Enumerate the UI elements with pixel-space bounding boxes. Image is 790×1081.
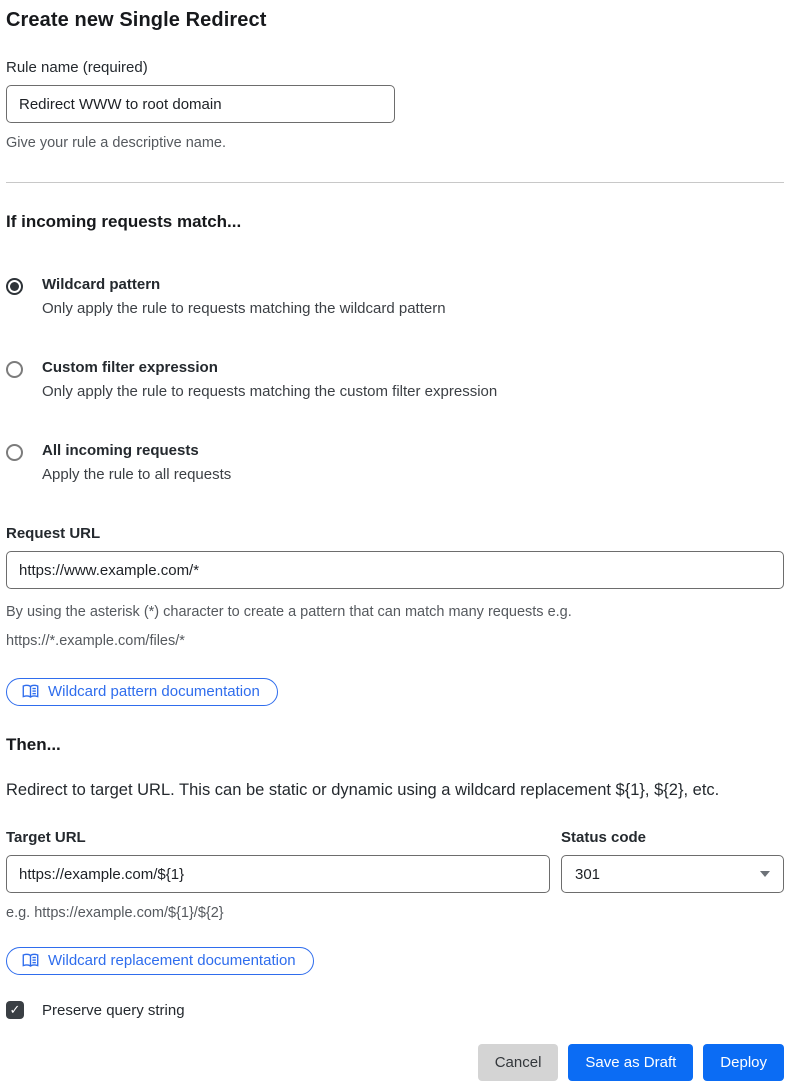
form-actions — [6, 1044, 784, 1081]
status-code-label: Status code — [561, 829, 647, 846]
section-divider — [6, 182, 784, 183]
match-section-heading: If incoming requests match... — [6, 212, 242, 232]
preserve-query-string-checkbox-row[interactable] — [6, 1001, 784, 1019]
rule-name-input[interactable] — [6, 85, 395, 123]
radio-option-all-incoming-requests[interactable] — [6, 442, 784, 483]
status-code-select[interactable] — [561, 855, 784, 893]
radio-label: Wildcard pattern — [42, 276, 161, 294]
radio-description: Only apply the rule to requests matching the custom filter expression — [42, 383, 498, 401]
match-options-radio-group — [6, 276, 784, 483]
rule-name-field-group — [6, 59, 784, 154]
target-url-input[interactable] — [6, 855, 550, 893]
open-book-icon — [22, 684, 39, 699]
doc-button-label: Wildcard pattern documentation — [48, 683, 260, 700]
status-code-value: 301 — [575, 865, 601, 883]
wildcard-replacement-docs-button[interactable] — [6, 947, 314, 975]
radio-description: Only apply the rule to requests matching the wildcard pattern — [42, 300, 446, 318]
rule-name-help: Give your rule a descriptive name. — [6, 135, 227, 151]
radio-selected-icon[interactable] — [6, 278, 23, 295]
save-as-draft-button[interactable]: Save as Draft — [568, 1044, 693, 1081]
wildcard-pattern-docs-button[interactable] — [6, 678, 278, 706]
rule-name-label: Rule name (required) — [6, 59, 148, 76]
then-section-heading: Then... — [6, 735, 61, 754]
radio-description: Apply the rule to all requests — [42, 466, 232, 484]
radio-unselected-icon[interactable] — [6, 444, 23, 461]
radio-label: All incoming requests — [42, 442, 199, 460]
status-code-field-group — [561, 829, 784, 924]
radio-option-wildcard-pattern[interactable] — [6, 276, 784, 317]
radio-option-custom-filter-expression[interactable] — [6, 359, 784, 400]
chevron-down-icon — [760, 871, 770, 877]
target-url-label: Target URL — [6, 829, 86, 846]
radio-unselected-icon[interactable] — [6, 361, 23, 378]
checkbox-checked-icon[interactable]: ✓ — [6, 1001, 24, 1019]
cancel-button[interactable]: Cancel — [478, 1044, 559, 1081]
target-url-field-group — [6, 829, 550, 924]
request-url-help: By using the asterisk (*) character to create a pattern that can match many requests e.g. https://*.example.com/files/* — [6, 604, 572, 649]
request-url-label: Request URL — [6, 525, 101, 543]
request-url-input[interactable] — [6, 551, 784, 589]
open-book-icon — [22, 953, 39, 968]
page-title: Create new Single Redirect — [6, 9, 267, 31]
target-status-row — [6, 829, 784, 924]
then-section-description: Redirect to target URL. This can be static or dynamic using a wildcard replacement ${1}, ${2}, etc. — [6, 781, 720, 799]
deploy-button[interactable]: Deploy — [703, 1044, 784, 1081]
target-url-help: e.g. https://example.com/${1}/${2} — [6, 905, 224, 921]
radio-label: Custom filter expression — [42, 359, 218, 377]
preserve-query-string-label: Preserve query string — [42, 1001, 185, 1019]
doc-button-label: Wildcard replacement documentation — [48, 952, 296, 970]
request-url-field-group — [6, 525, 784, 706]
